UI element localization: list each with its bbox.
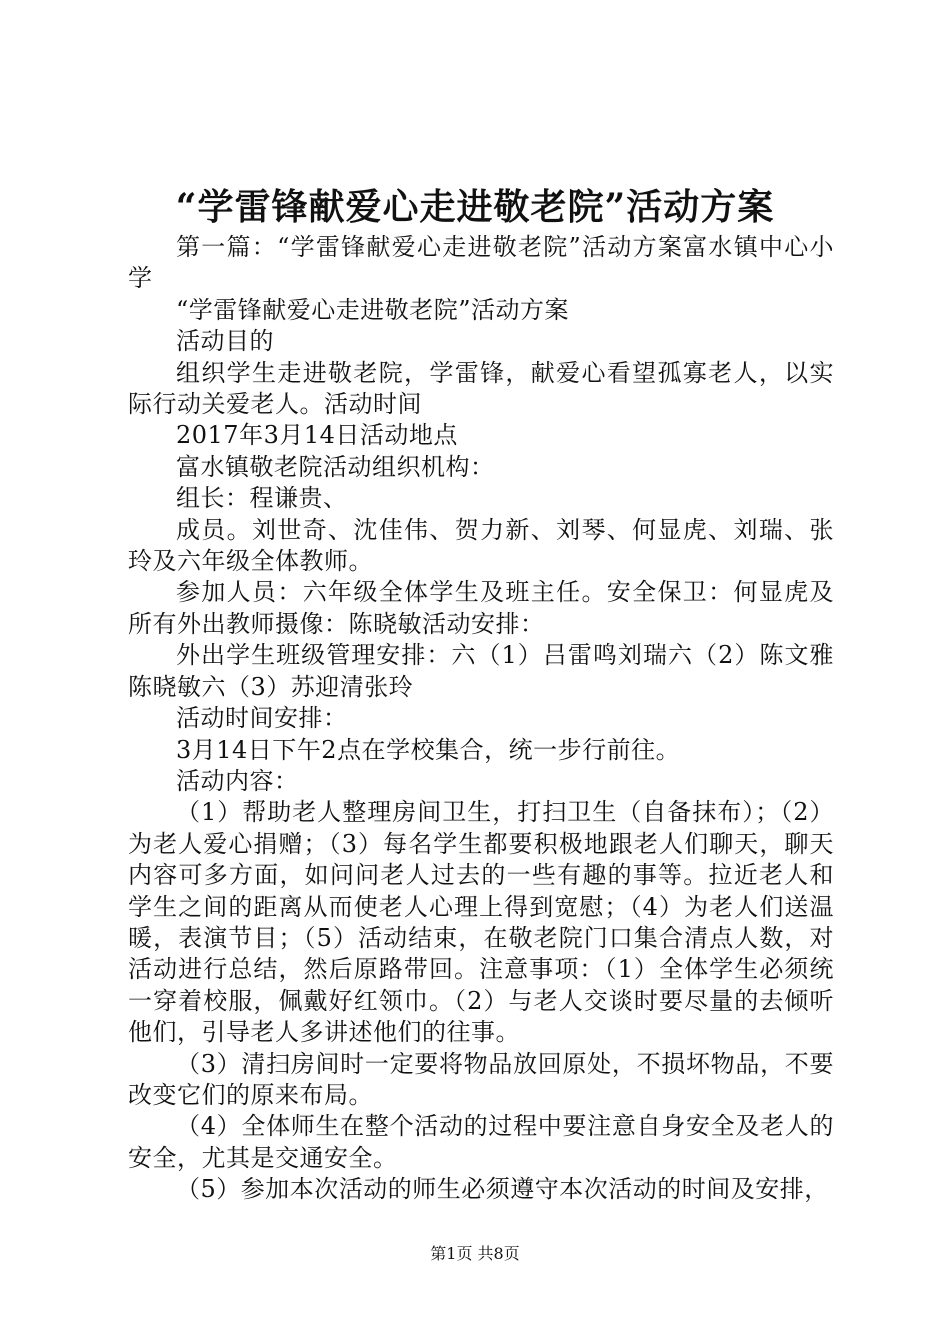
document-body: [128, 232, 834, 1206]
paragraph: 第一篇：“学雷锋献爱心走进敬老院”活动方案富水镇中心小学: [128, 233, 834, 293]
paragraph: 富水镇敬老院活动组织机构：: [176, 452, 495, 481]
paragraph: 活动目的: [176, 327, 274, 356]
paragraph: （5）参加本次活动的师生必须遵守本次活动的时间及安排，: [176, 1175, 829, 1204]
paragraph: 参加人员：六年级全体学生及班主任。安全保卫：何显虎及所有外出教师摄像：陈晓敏活动安排：: [128, 578, 834, 638]
paragraph: （1）帮助老人整理房间卫生，打扫卫生（自备抹布）；（2）为老人爱心捐赠；（3）每名学生都要积极地跟老人们聊天，聊天内容可多方面，如问问老人过去的一些有趣的事等。拉近老人和学生之间的距离从而使老人心理上得到宽慰；（4）为老人们送温暖，表演节目；（5）活动结束，在敬老院门口集合清点人数，对活动进行总结，然后原路带回。注意事项：（1）全体学生必须统一穿着校服，佩戴好红领巾。（2）与老人交谈时要尽量的去倾听他们，引导老人多讲述他们的往事。: [128, 798, 834, 1047]
paragraph: 2017年3月14日活动地点: [176, 421, 458, 450]
paragraph: 组织学生走进敬老院，学雷锋，献爱心看望孤寡老人，以实际行动关爱老人。活动时间: [128, 358, 834, 419]
paragraph: 外出学生班级管理安排：六（1）吕雷鸣刘瑞六（2）陈文雅陈晓敏六（3）苏迎清张玲: [128, 641, 834, 701]
paragraph: 活动时间安排：: [176, 704, 348, 733]
paragraph: 活动内容：: [176, 766, 299, 795]
paragraph: “学雷锋献爱心走进敬老院”活动方案: [176, 295, 570, 324]
document-title: “学雷锋献爱心走进敬老院”活动方案: [175, 186, 775, 228]
page-footer: 第1页 共8页: [430, 1244, 520, 1263]
paragraph: 成员。刘世奇、沈佳伟、贺力新、刘琴、何显虎、刘瑞、张玲及六年级全体教师。: [128, 515, 834, 576]
paragraph: （4）全体师生在整个活动的过程中要注意自身安全及老人的安全，尤其是交通安全。: [128, 1112, 834, 1172]
paragraph: 组长：程谦贵、: [176, 484, 348, 513]
paragraph: （3）清扫房间时一定要将物品放回原处，不损坏物品，不要改变它们的原来布局。: [128, 1049, 834, 1109]
paragraph: 3月14日下午2点在学校集合，统一步行前往。: [176, 735, 681, 764]
